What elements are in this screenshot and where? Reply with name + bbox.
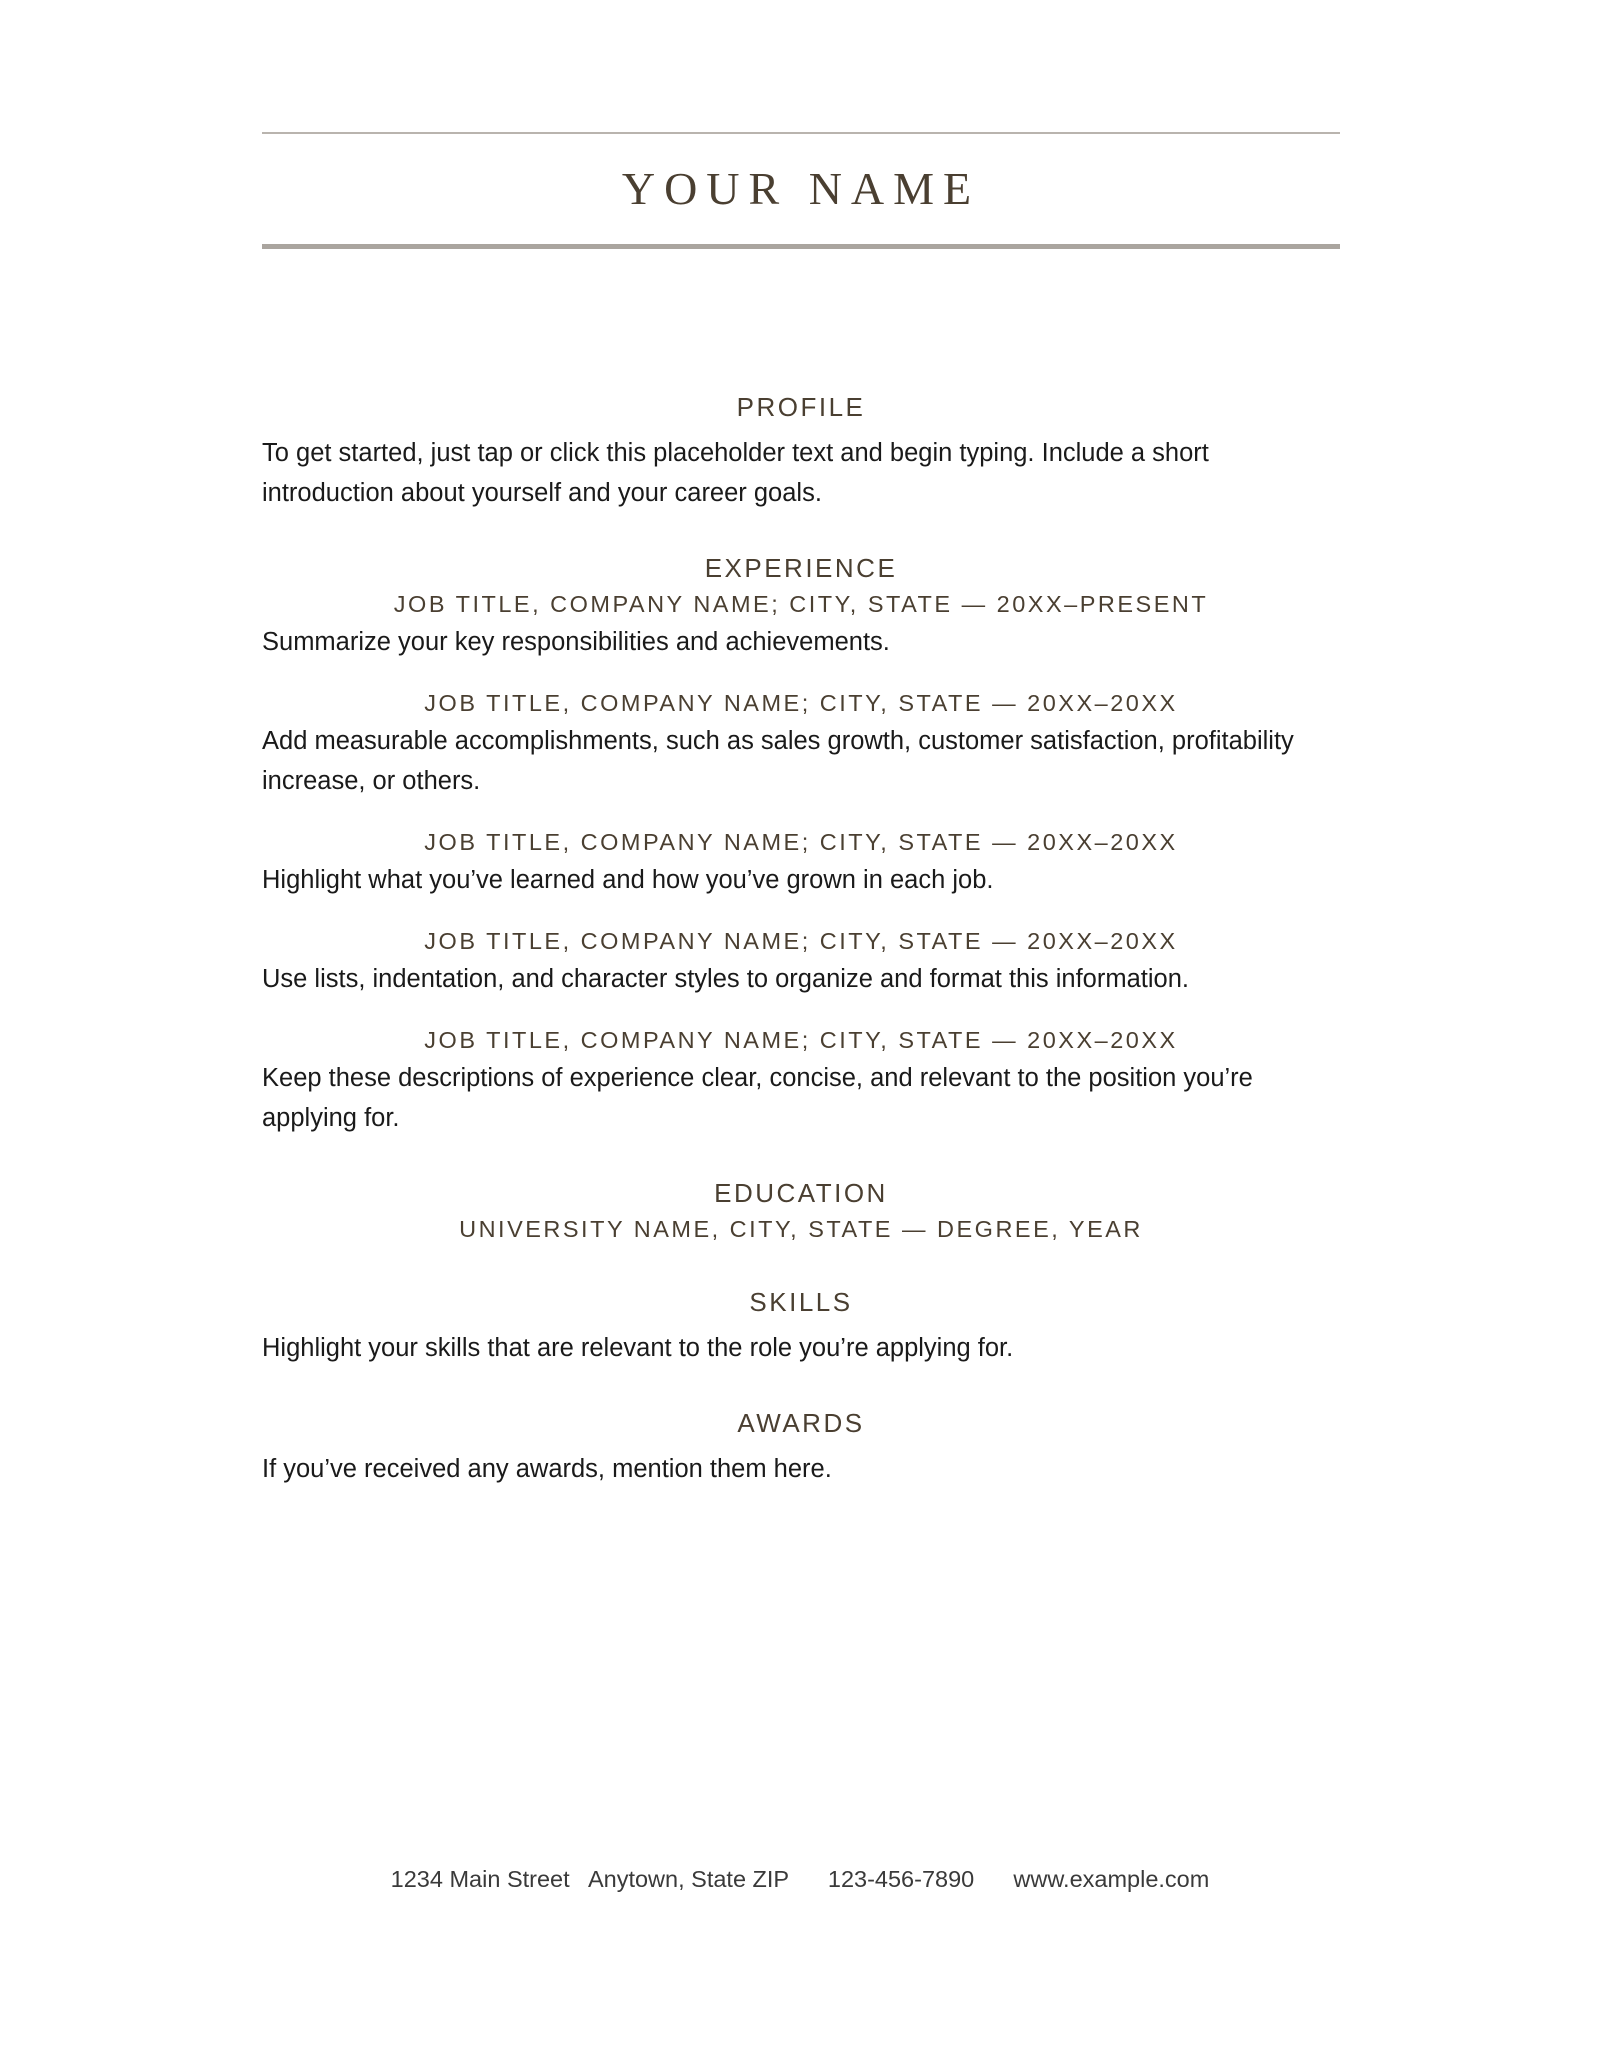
job-heading[interactable]: JOB TITLE, COMPANY NAME; CITY, STATE — 20XX–20XX (424, 928, 1178, 954)
contact-footer (0, 1862, 1600, 1896)
footer-street[interactable]: 1234 Main Street (390, 1866, 570, 1892)
profile-text[interactable]: To get started, just tap or click this placeholder text and begin typing. Include a short introduction about yourself and your career goals. (262, 439, 1209, 507)
resume-body (262, 389, 1340, 1489)
experience-entry (262, 923, 1340, 999)
job-description[interactable]: Add measurable accomplishments, such as sales growth, customer satisfaction, profitability increase, or others. (262, 727, 1294, 795)
awards-section (262, 1405, 1340, 1489)
footer-website[interactable]: www.example.com (1013, 1866, 1210, 1892)
job-heading[interactable]: JOB TITLE, COMPANY NAME; CITY, STATE — 20XX–20XX (424, 829, 1178, 855)
job-description[interactable]: Highlight what you’ve learned and how you’ve grown in each job. (262, 866, 994, 894)
experience-section (262, 550, 1340, 1138)
experience-entry (262, 1022, 1340, 1138)
skills-section (262, 1284, 1340, 1368)
experience-entry (262, 824, 1340, 900)
footer-city[interactable]: Anytown, State ZIP (587, 1866, 789, 1892)
education-heading[interactable]: EDUCATION (714, 1178, 888, 1208)
job-heading[interactable]: JOB TITLE, COMPANY NAME; CITY, STATE — 20XX–20XX (424, 690, 1178, 716)
job-description[interactable]: Summarize your key responsibilities and achievements. (262, 628, 890, 656)
awards-heading[interactable]: AWARDS (737, 1408, 865, 1438)
applicant-name[interactable]: YOUR NAME (621, 163, 981, 214)
experience-entry (262, 685, 1340, 801)
skills-heading[interactable]: SKILLS (749, 1287, 853, 1317)
skills-text[interactable]: Highlight your skills that are relevant to the role you’re applying for. (262, 1334, 1014, 1362)
education-entry[interactable]: UNIVERSITY NAME, CITY, STATE — DEGREE, YEAR (459, 1216, 1143, 1242)
education-section (262, 1175, 1340, 1247)
job-description[interactable]: Use lists, indentation, and character styles to organize and format this information. (262, 965, 1189, 993)
job-heading[interactable]: JOB TITLE, COMPANY NAME; CITY, STATE — 20XX–20XX (424, 1027, 1178, 1053)
job-heading[interactable]: JOB TITLE, COMPANY NAME; CITY, STATE — 20XX–PRESENT (393, 591, 1209, 617)
experience-entry (262, 586, 1340, 662)
profile-section (262, 389, 1340, 513)
experience-heading[interactable]: EXPERIENCE (704, 553, 898, 583)
footer-phone[interactable]: 123-456-7890 (827, 1866, 975, 1892)
resume-page (262, 132, 1340, 1526)
awards-text[interactable]: If you’ve received any awards, mention them here. (262, 1455, 832, 1483)
header-divider (262, 244, 1340, 249)
profile-heading[interactable]: PROFILE (736, 392, 866, 422)
job-description[interactable]: Keep these descriptions of experience clear, concise, and relevant to the position you’re applying for. (262, 1064, 1253, 1132)
